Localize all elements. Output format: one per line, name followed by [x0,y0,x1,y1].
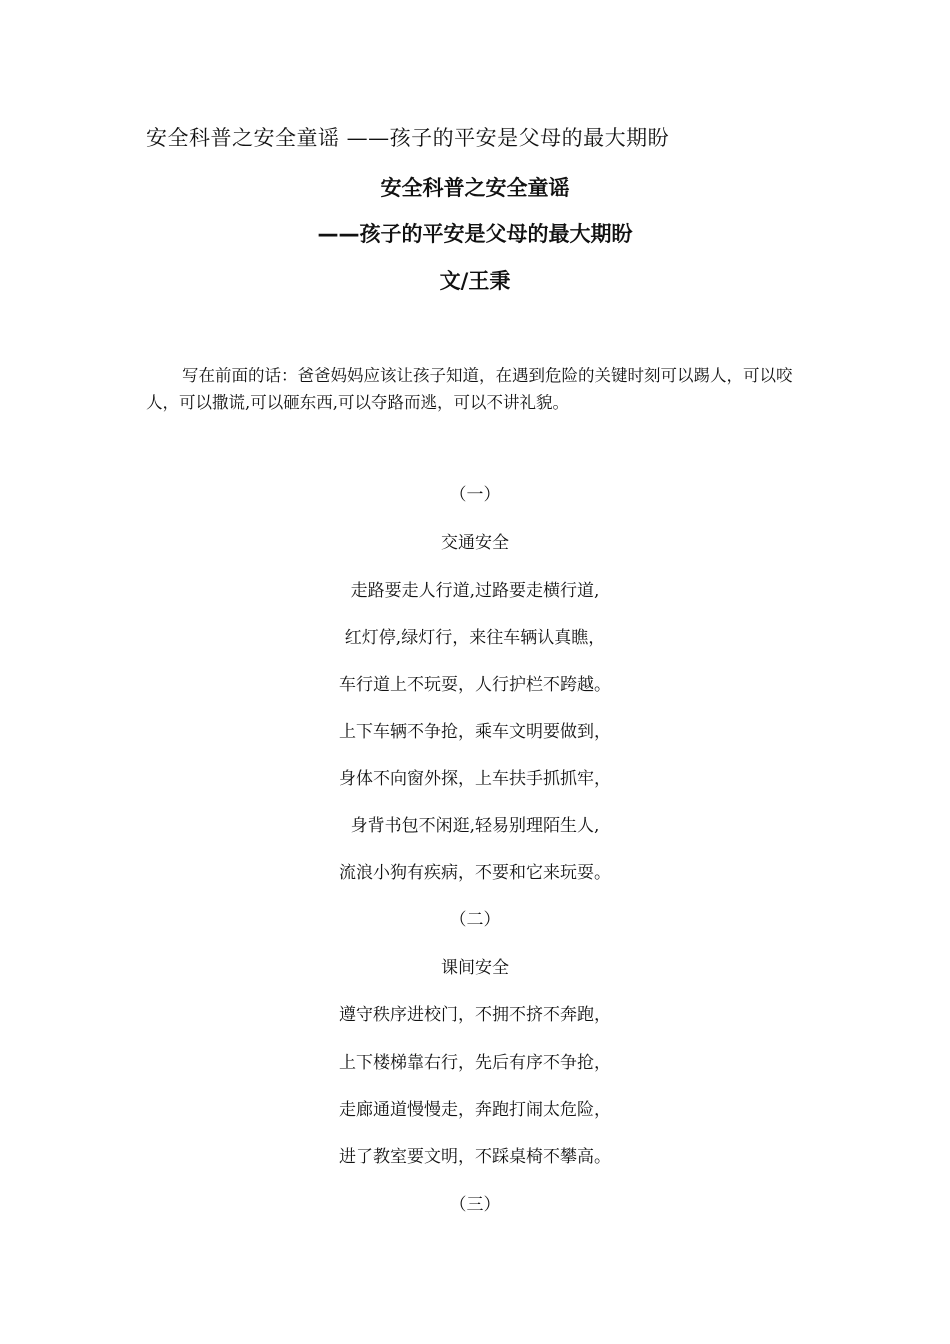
verse-line: 遵守秩序进校门，不拥不挤不奔跑， [339,1005,611,1025]
verse-line: 流浪小狗有疾病，不要和它来玩耍。 [339,863,611,883]
verse-line: 走廊通道慢慢走，奔跑打闹太危险， [339,1100,611,1120]
section-title: 交通安全 [441,533,509,553]
verse-line: 身体不向窗外探，上车扶手抓抓牢， [339,769,611,789]
verse-line: 身背书包不闲逛,轻易别理陌生人, [350,816,600,836]
section-number: （一） [449,485,501,505]
heading-main: 安全科普之安全童谣 [380,176,570,200]
verse-line: 走路要走人行道,过路要走横行道, [350,581,600,601]
heading-author: 文/王秉 [439,269,511,293]
verse-line: 上下楼梯靠右行，先后有序不争抢， [339,1053,611,1073]
section-number: （二） [449,910,501,930]
verse-line: 上下车辆不争抢，乘车文明要做到， [339,722,611,742]
preface-paragraph: 写在前面的话：爸爸妈妈应该让孩子知道，在遇到危险的关键时刻可以踢人，可以咬人，可以撒谎,可以砸东西,可以夺路而逃，可以不讲礼貌。 [146,366,793,412]
verse-line: 红灯停,绿灯行，来往车辆认真瞧， [344,628,606,648]
heading-subtitle: ——孩子的平安是父母的最大期盼 [317,222,633,246]
verse-line: 车行道上不玩耍，人行护栏不跨越。 [339,675,611,695]
section-number: （三） [449,1195,501,1215]
verse-line: 进了教室要文明，不踩桌椅不攀高。 [339,1147,611,1167]
document-title: 安全科普之安全童谣 ——孩子的平安是父母的最大期盼 [146,126,670,150]
section-title: 课间安全 [441,958,509,978]
